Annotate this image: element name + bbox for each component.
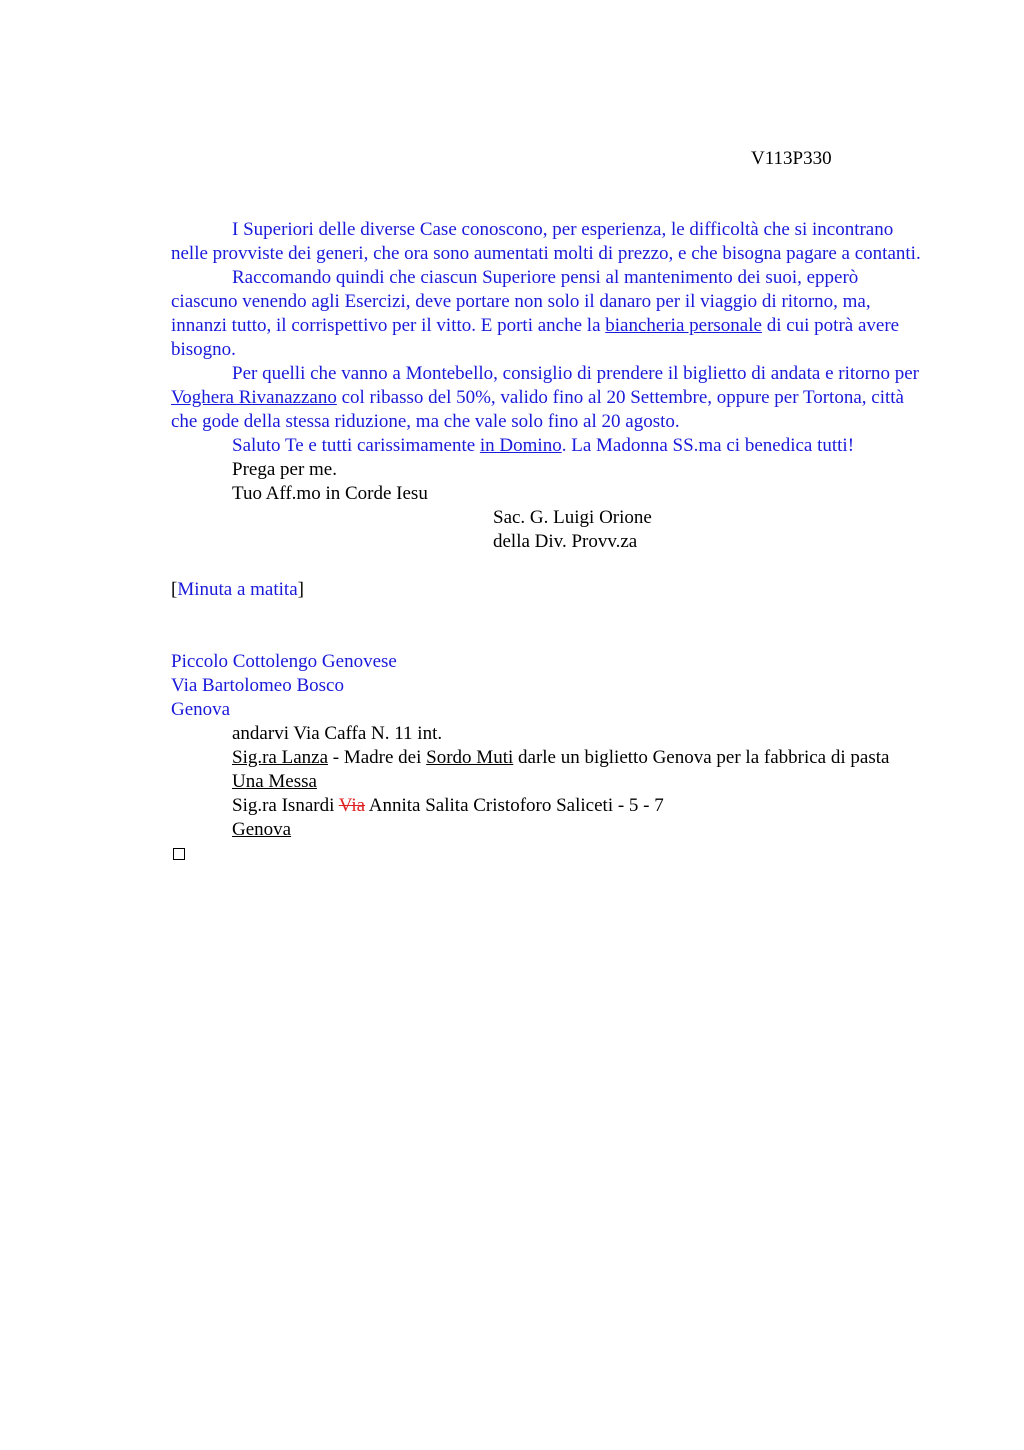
note-open-bracket: [ [171, 579, 178, 600]
closing-line-1: Prega per me. [232, 459, 337, 480]
underlined-biancheria-personale: biancheria personale [605, 315, 762, 336]
spacer [171, 554, 923, 578]
closing-line-2: Tuo Aff.mo in Corde Iesu [232, 483, 428, 504]
note-line-4-a: Sig.ra Isnardi [232, 795, 339, 816]
spacer [171, 602, 923, 650]
checkbox-square-icon [173, 848, 185, 860]
paragraph-3-text-b: col ribasso del 50%, valido fino al 20 Settembre, oppure per Tortona, città che gode della stessa riduzione, ma che vale solo fino al 20 agosto. [171, 387, 904, 432]
paragraph-4-text-b: . La Madonna SS.ma ci benedica tutti! [561, 435, 855, 456]
paragraph-1 [171, 218, 923, 266]
paragraph-2 [171, 266, 923, 362]
paragraph-2-text-b: di cui potrà avere bisogno. [171, 315, 900, 360]
note-close-bracket: ] [297, 579, 304, 600]
checkbox-row [171, 842, 923, 867]
note-text: Minuta a matita [177, 579, 298, 600]
note-line-2-rest: darle un biglietto Genova per la fabbrica di pasta [513, 747, 890, 768]
underlined-una-messa: Una Messa [232, 771, 317, 792]
paragraph-3-text-a: Per quelli che vanno a Montebello, consiglio di prendere il biglietto di andata e ritorno per [232, 363, 919, 384]
note-line-2-mid: - Madre dei [328, 747, 427, 768]
underlined-genova: Genova [232, 819, 292, 840]
paragraph-4 [171, 434, 923, 458]
underlined-voghera-rivanazzano: Voghera Rivanazzano [171, 387, 337, 408]
address-line-1: Piccolo Cottolengo Genovese [171, 651, 397, 672]
note-line-1: andarvi Via Caffa N. 11 int. [232, 723, 443, 744]
note-line-2 [171, 746, 923, 770]
paragraph-1-text: I Superiori delle diverse Case conoscono, per esperienza, le difficoltà che si incontrano nelle provviste dei generi, che ora sono aumentati molti di prezzo, e che bisogna pagare a contanti. [171, 219, 921, 264]
letter-content [171, 218, 923, 867]
editorial-note [171, 578, 923, 602]
signature-line-1: Sac. G. Luigi Orione [493, 507, 652, 528]
underlined-sordo-muti: Sordo Muti [426, 747, 514, 768]
note-line-3 [171, 770, 923, 794]
paragraph-3 [171, 362, 923, 434]
address-line-2: Via Bartolomeo Bosco [171, 675, 344, 696]
paragraph-2-text-a: Raccomando quindi che ciascun Superiore pensi al mantenimento dei suoi, epperò ciascuno venendo agli Esercizi, deve portare non solo il danaro per il viaggio di ritorno, ma, innanzi tutto, il corrispettivo per il vitto. E porti anche la [171, 267, 871, 336]
underlined-sigra-lanza: Sig.ra Lanza [232, 747, 329, 768]
struck-word: Via [338, 795, 366, 816]
note-line-4-b: Annita Salita Cristoforo Saliceti - 5 - 7 [365, 795, 664, 816]
reference-code: V113P330 [751, 148, 832, 169]
note-line-5 [171, 818, 923, 842]
paragraph-4-text-a: Saluto Te e tutti carissimamente [232, 435, 480, 456]
address-line-3: Genova [171, 699, 231, 720]
note-line-4 [171, 794, 923, 818]
underlined-in-domino: in Domino [479, 435, 562, 456]
signature-line-2: della Div. Provv.za [493, 531, 638, 552]
